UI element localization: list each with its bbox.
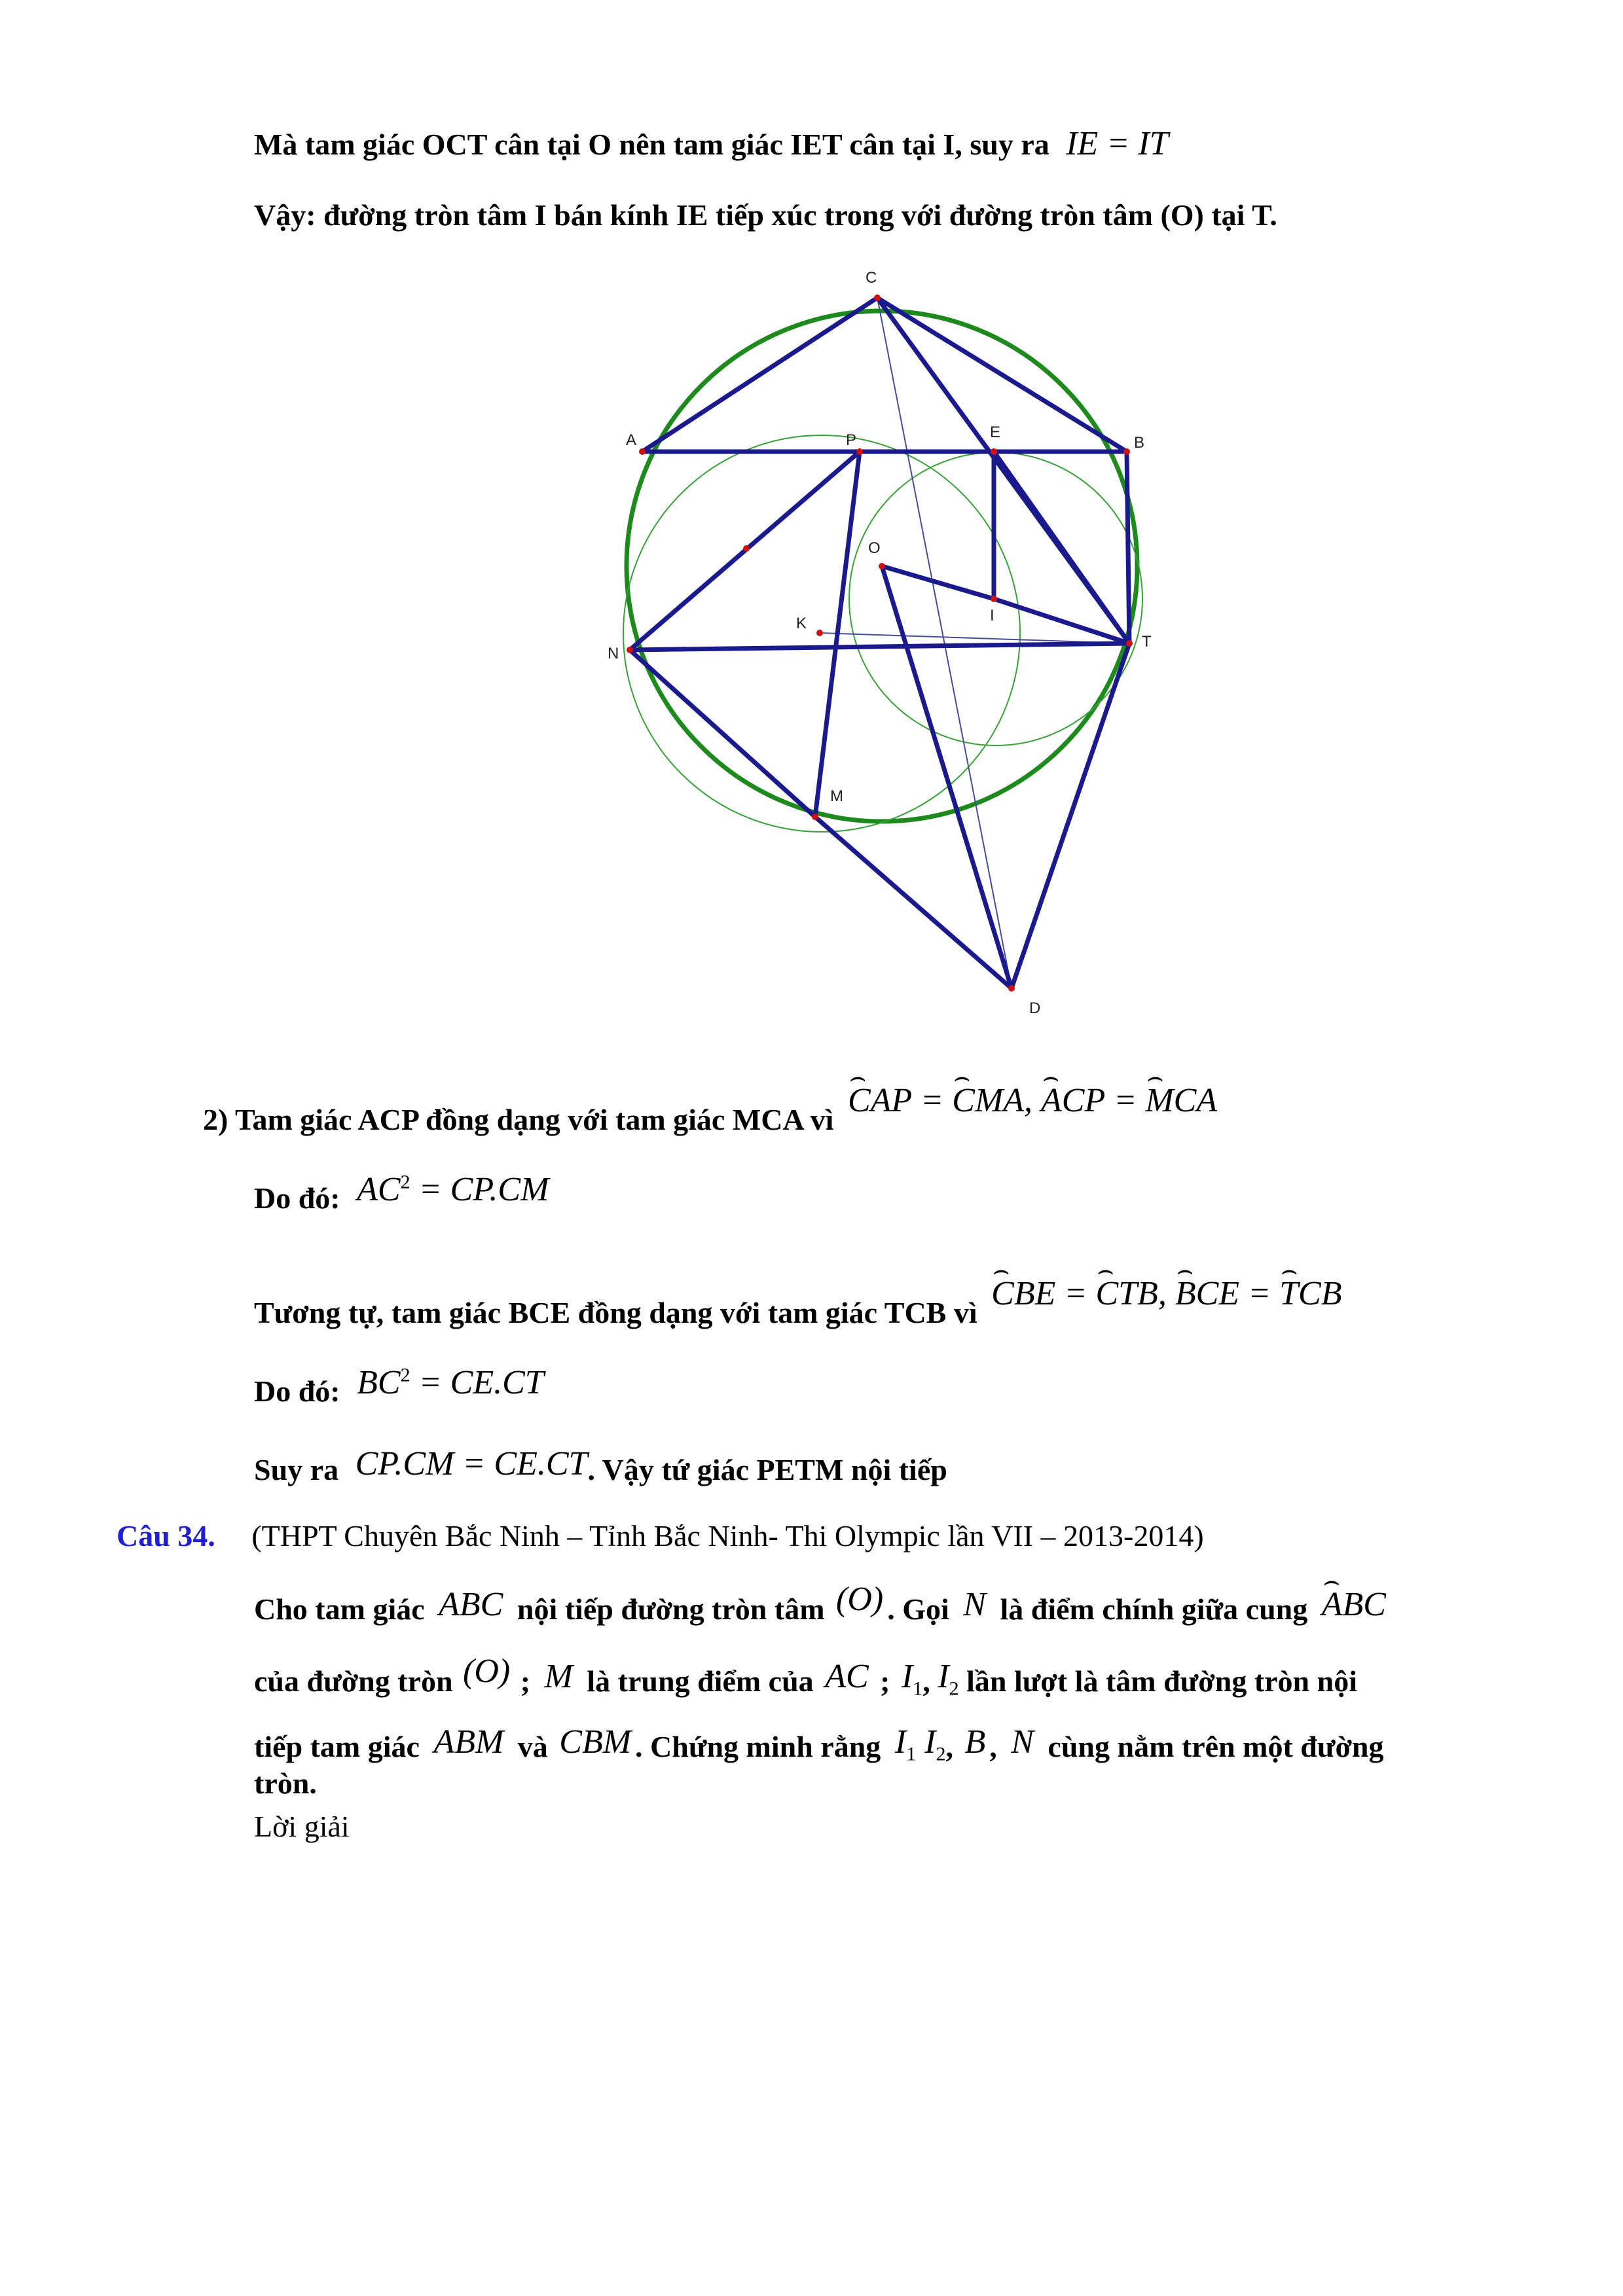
point-d <box>1008 985 1015 992</box>
tuong-tu-text: Tương tự, tam giác BCE đồng dạng với tam giác TCB vì <box>254 1296 977 1329</box>
cau34-line-2: của đường tròn (O) ; M là trung điểm của AC ; $I_1$, $I_2$ lần lượt là tâm đường tròn nội <box>254 1653 1358 1700</box>
loi-giai: Lời giải <box>254 1810 350 1843</box>
line-c-b <box>877 298 1127 452</box>
label-o: O <box>868 539 881 557</box>
equation-cp-cm: CP.CM = CE.CT <box>355 1445 588 1482</box>
line-o-i <box>882 566 994 599</box>
do-do-1: Do đó: <box>254 1181 340 1215</box>
suy-ra-text: Suy ra <box>254 1453 339 1486</box>
point-b <box>1123 448 1130 455</box>
point-o <box>879 563 885 569</box>
suy-ra-line <box>254 1445 947 1488</box>
angle-equalities-2: ⌢ CBE = ⌢ CTB, ⌢ BCE = ⌢ TCB <box>991 1275 1341 1312</box>
point-t <box>1126 640 1133 647</box>
label-a: A <box>626 431 637 449</box>
point-m <box>812 814 818 820</box>
cau34-line-4: tròn. <box>254 1767 317 1800</box>
part2-intro-line <box>203 1082 1218 1138</box>
label-d: D <box>1029 999 1041 1017</box>
line-m-d <box>815 817 1012 988</box>
point-i <box>991 596 997 602</box>
line-b-t <box>1127 452 1129 643</box>
part2-intro: 2) Tam giác ACP đồng dạng với tam giác MCA vì <box>203 1103 834 1136</box>
label-i: I <box>990 607 994 624</box>
line-n-t <box>630 643 1129 650</box>
conclusion-text: Vậy: đường tròn tâm I bán kính IE tiếp xúc trong với đường tròn tâm (O) tại T. <box>254 198 1277 232</box>
point-k <box>816 630 823 636</box>
label-k: K <box>796 615 807 632</box>
label-c: C <box>866 269 877 287</box>
cau34-line-1: Cho tam giác ABC nội tiếp đường tròn tâm (O) . Gọi N là điểm chính giữa cung ⌢ ABC <box>254 1589 1386 1628</box>
label-t: T <box>1142 633 1152 651</box>
equation-ac-squared: $AC^2 = CP.CM$ <box>357 1171 549 1208</box>
line-i-t <box>994 599 1129 643</box>
label-n: N <box>608 645 619 662</box>
cau34-line-3: tiếp tam giác ABM và CBM . Chứng minh rằng $I_1$ $I_2$, B , N cùng nằm trên một đường <box>254 1723 1384 1765</box>
conclusion-petm: . Vậy tứ giác PETM nội tiếp <box>587 1453 947 1486</box>
point-c <box>874 295 881 301</box>
point-p <box>856 448 863 455</box>
line-t-d <box>1012 643 1129 988</box>
line-n-m <box>630 650 815 817</box>
equation-bc-squared: $BC^2 = CE.CT$ <box>357 1364 544 1401</box>
do-do-line-1 <box>254 1171 549 1217</box>
tuong-tu-line <box>254 1275 1342 1331</box>
cau34-source: (THPT Chuyên Bắc Ninh – Tỉnh Bắc Ninh- Thi Olympic lần VII – 2013-2014) <box>251 1519 1204 1552</box>
angle-equalities-1: ⌢ CAP = ⌢ CMA, ⌢ ACP = ⌢ MCA <box>848 1082 1217 1119</box>
label-m: M <box>830 787 843 805</box>
label-e: E <box>990 423 1001 441</box>
cau34-header <box>117 1518 1204 1553</box>
line-c-a <box>642 298 877 452</box>
point-midpoint <box>743 545 750 552</box>
point-a <box>639 448 646 455</box>
point-e <box>991 448 997 455</box>
line-e-t <box>994 452 1129 643</box>
label-p: P <box>846 431 857 449</box>
line-o-d <box>882 566 1012 988</box>
math-ie-it: IE = IT <box>1066 125 1169 162</box>
cau34-label: Câu 34. <box>117 1519 215 1552</box>
statement-text: Mà tam giác OCT cân tại O nên tam giác IET cân tại I, suy ra <box>254 128 1049 161</box>
label-b: B <box>1134 434 1145 452</box>
do-do-2: Do đó: <box>254 1374 340 1408</box>
point-n <box>627 647 633 653</box>
do-do-line-2 <box>254 1364 544 1410</box>
